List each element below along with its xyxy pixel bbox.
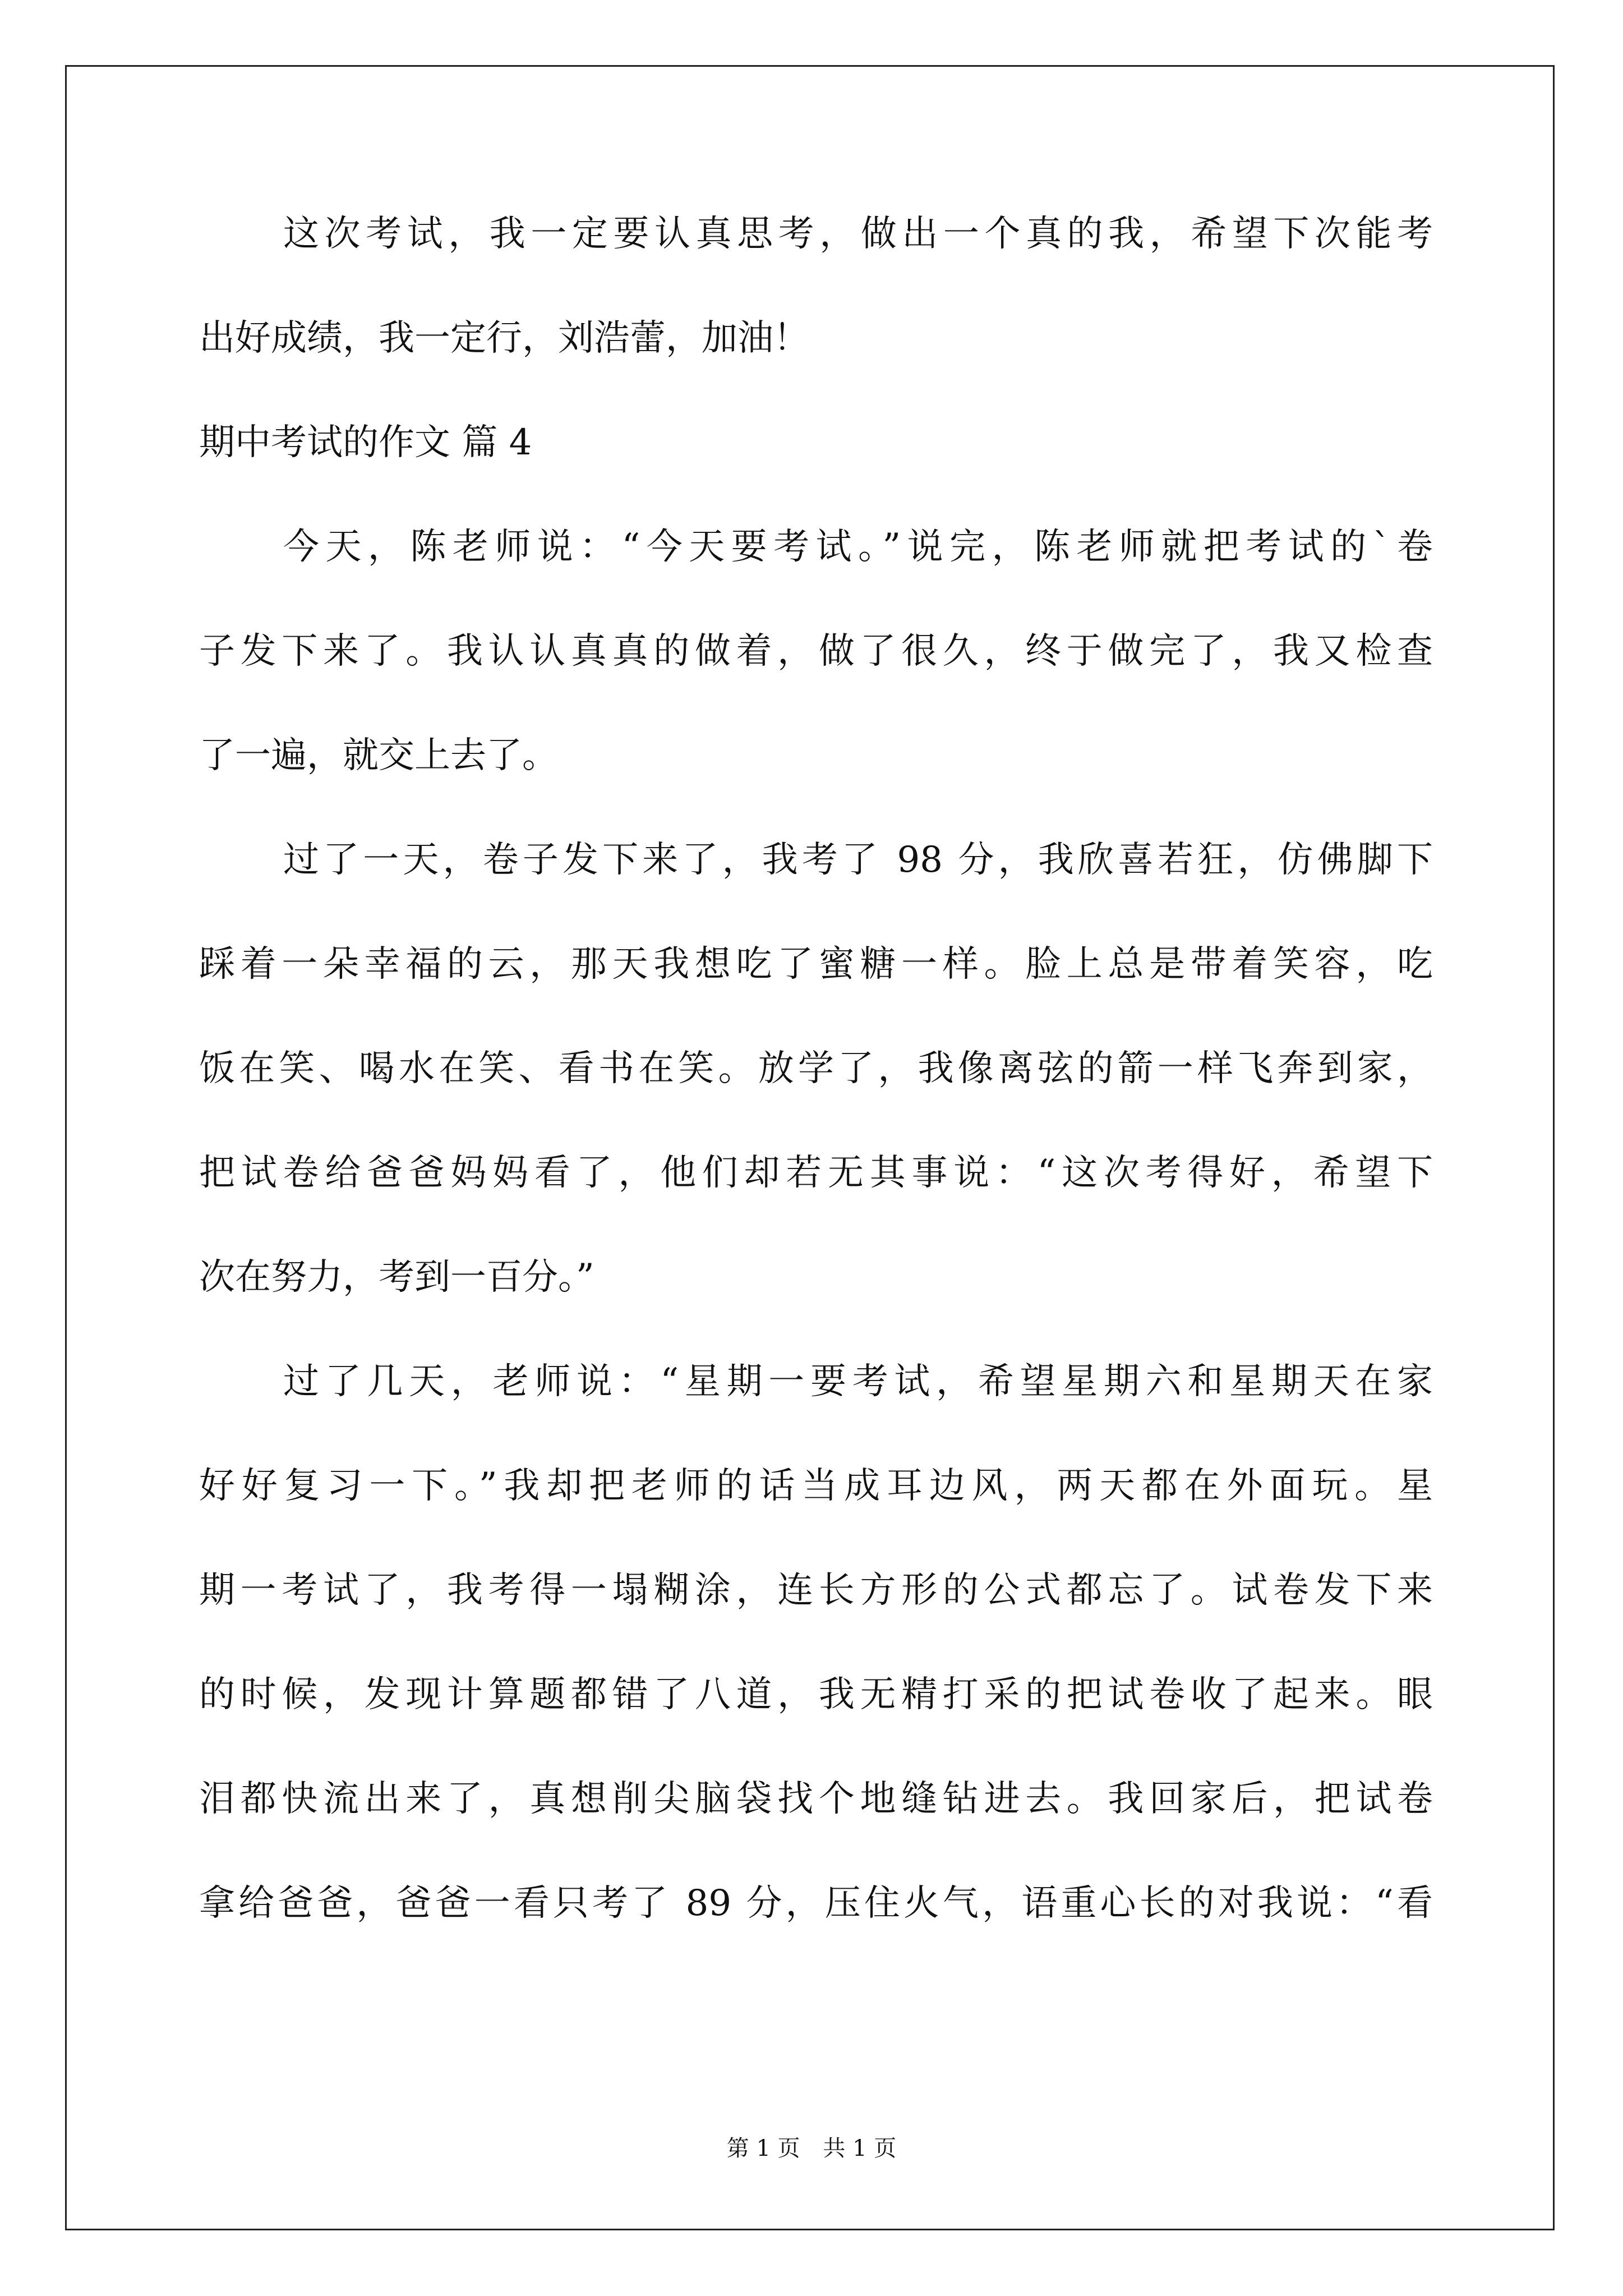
paragraph-line: 的时候，发现计算题都错了八道，我无精打采的把试卷收了起来。眼: [199, 1674, 1433, 1715]
paragraph-line: 这次考试，我一定要认真思考，做出一个真的我，希望下次能考: [283, 213, 1433, 255]
paragraph-line: 好好复习一下。”我却把老师的话当成耳边风，两天都在外面玩。星: [199, 1465, 1433, 1507]
paragraph-line: 了一遍，就交上去了。: [199, 735, 558, 776]
paragraph-line: 泪都快流出来了，真想削尖脑袋找个地缝钻进去。我回家后，把试卷: [199, 1778, 1433, 1820]
page-number: 第 1 页: [726, 2136, 800, 2161]
paragraph-line: 次在努力，考到一百分。”: [199, 1257, 594, 1298]
paragraph-line: 过了几天，老师说：“星期一要考试，希望星期六和星期天在家: [283, 1361, 1433, 1402]
paragraph-line: 出好成绩，我一定行，刘浩蕾，加油！: [199, 318, 809, 359]
page-total: 共 1 页: [823, 2136, 897, 2161]
paragraph-line: 饭在笑、喝水在笑、看书在笑。放学了，我像离弦的箭一样飞奔到家，: [199, 1048, 1433, 1089]
document-body: [199, 208, 1433, 1981]
paragraph-line: 踩着一朵幸福的云，那天我想吃了蜜糖一样。脸上总是带着笑容，吃: [199, 944, 1433, 985]
paragraph-line: 子发下来了。我认认真真的做着，做了很久，终于做完了，我又检查: [199, 631, 1433, 672]
paragraph-line: 今天，陈老师说：“今天要考试。”说完，陈老师就把考试的`卷: [283, 526, 1433, 568]
paragraph-line: 拿给爸爸，爸爸一看只考了 89 分，压住火气，语重心长的对我说：“看: [199, 1883, 1433, 1924]
page-footer: [0, 2132, 1623, 2165]
paragraph-line: 把试卷给爸爸妈妈看了，他们却若无其事说：“这次考得好，希望下: [199, 1152, 1433, 1194]
section-heading: 期中考试的作文 篇 4: [199, 422, 532, 463]
paragraph-line: 过了一天，卷子发下来了，我考了 98 分，我欣喜若狂，仿佛脚下: [283, 839, 1433, 881]
paragraph-line: 期一考试了，我考得一塌糊涂，连长方形的公式都忘了。试卷发下来: [199, 1570, 1433, 1611]
